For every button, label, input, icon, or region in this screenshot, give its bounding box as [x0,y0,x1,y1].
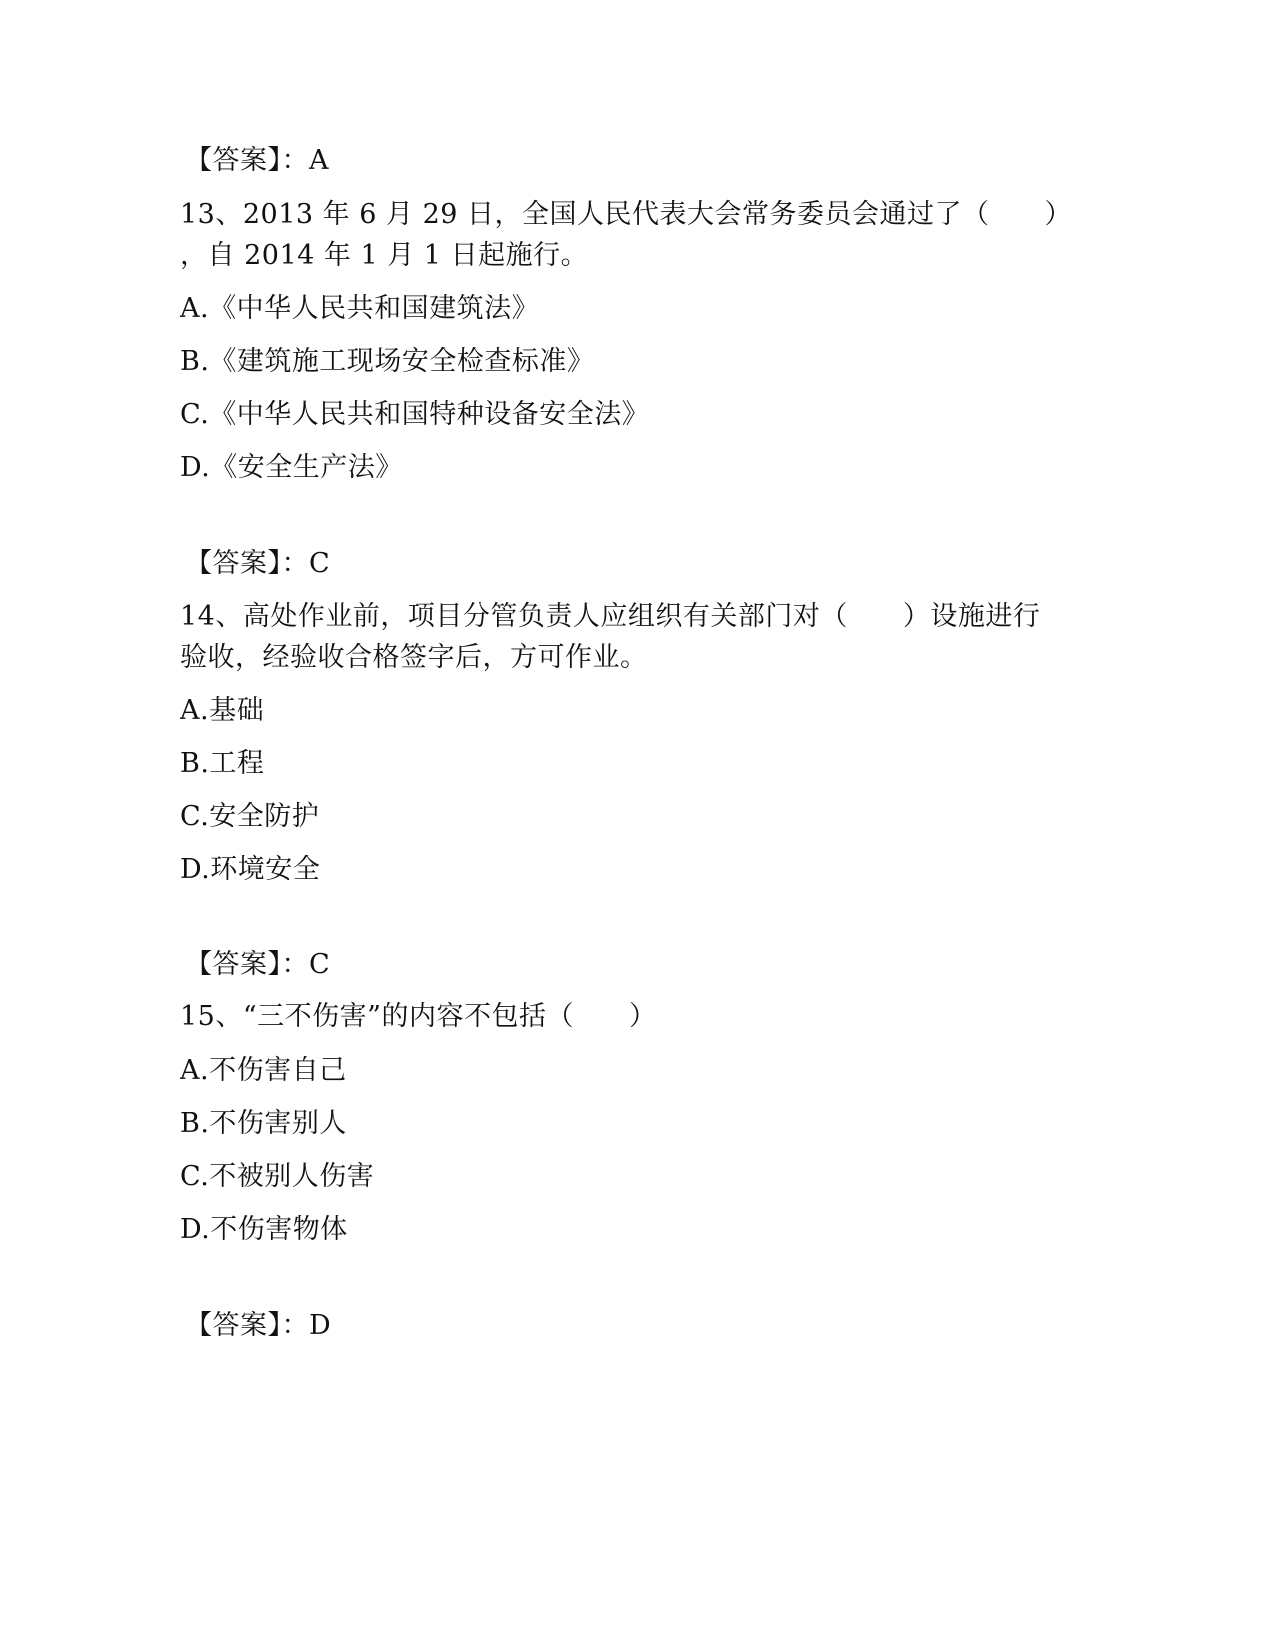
answer-label: 【答案】： [185,949,309,980]
option-d: D.环境安全 [180,854,321,885]
option-d: D.《安全生产法》 [180,452,403,483]
option-b: B.不伤害别人 [180,1108,347,1139]
question-stem-continued: ，自 2014 年 1 月 1 日起施行。 [180,240,589,271]
answer-line [185,143,329,179]
question-stem: 15、“三不伤害”的内容不包括（ ） [180,1001,657,1032]
answer-label: 【答案】： [185,1310,309,1341]
answer-line [185,1308,331,1344]
option-d: D.不伤害物体 [180,1214,348,1245]
option-c: C.《中华人民共和国特种设备安全法》 [180,399,650,430]
option-c: C.安全防护 [180,801,320,832]
answer-line [185,947,330,983]
question-stem: 14、高处作业前，项目分管负责人应组织有关部门对（ ）设施进行 [180,601,1041,632]
option-a: A.基础 [180,695,265,726]
answer-value: C [309,548,331,579]
option-b: B.《建筑施工现场安全检查标准》 [180,346,595,377]
answer-value: C [309,949,331,980]
option-b: B.工程 [180,748,265,779]
option-c: C.不被别人伤害 [180,1161,375,1192]
question-stem-continued: 验收，经验收合格签字后，方可作业。 [180,642,648,673]
question-stem: 13、2013 年 6 月 29 日，全国人民代表大会常务委员会通过了（ ） [180,199,1073,230]
answer-value: D [309,1310,332,1341]
answer-value: A [309,145,329,176]
answer-label: 【答案】： [185,548,309,579]
option-a: A.《中华人民共和国建筑法》 [180,293,540,324]
answer-line [185,546,330,582]
option-a: A.不伤害自己 [180,1055,347,1086]
answer-label: 【答案】： [185,145,309,176]
